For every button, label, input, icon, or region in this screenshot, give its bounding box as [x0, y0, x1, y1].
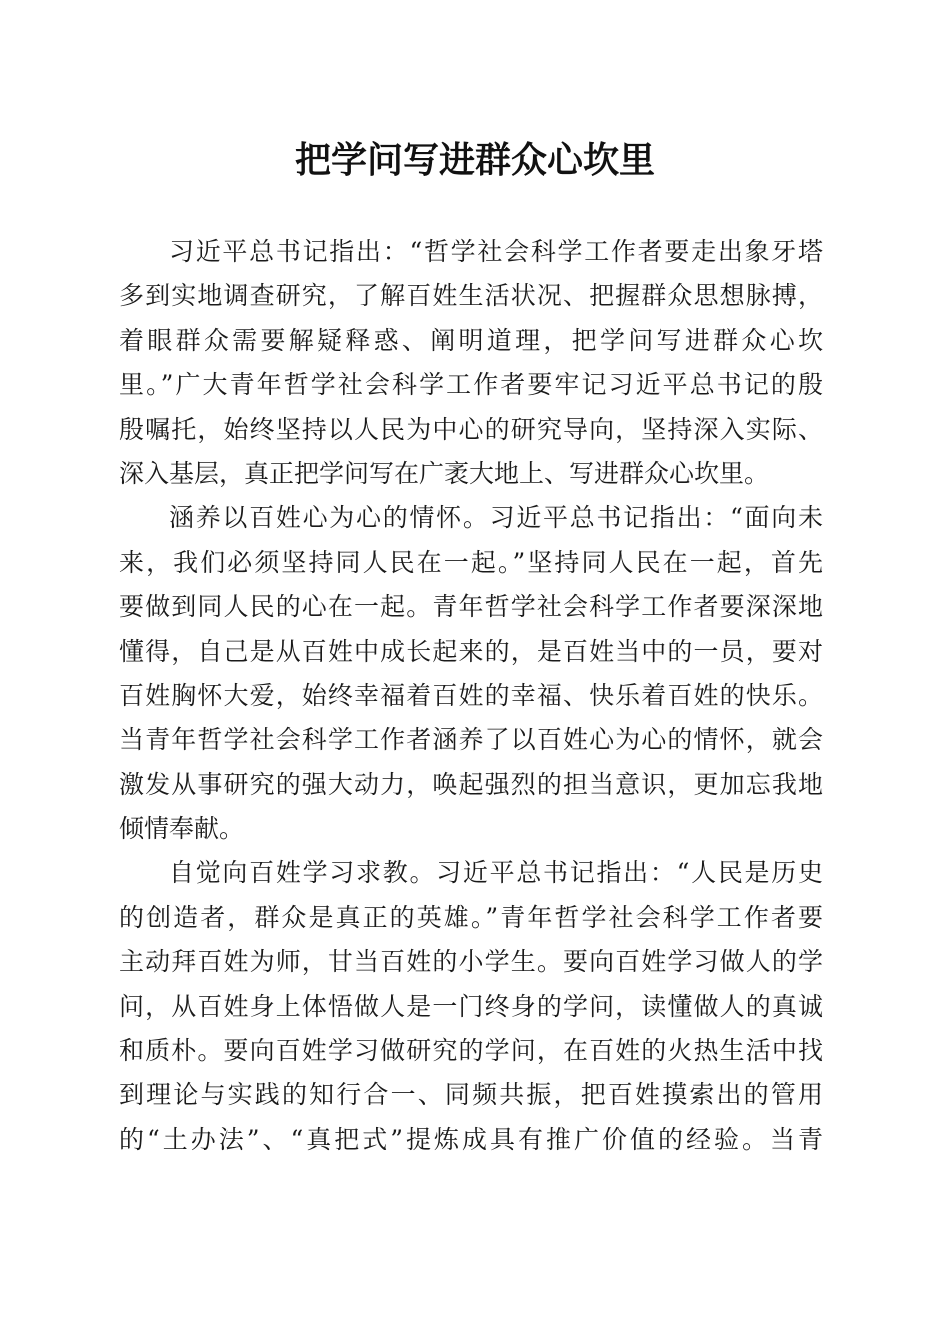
article-body [119, 230, 823, 1162]
text-line: 自觉向百姓学习求教。习近平总书记指出：“人民是历史 [169, 858, 823, 888]
text-line: 的创造者，群众是真正的英雄。”青年哲学社会科学工作者要 [119, 902, 823, 932]
page-title: 把学问写进群众心坎里 [294, 139, 655, 181]
text-line: 主动拜百姓为师，甘当百姓的小学生。要向百姓学习做人的学 [119, 947, 823, 977]
text-line: 深入基层，真正把学问写在广袤大地上、写进群众心坎里。 [119, 458, 770, 488]
text-line: 百姓胸怀大爱，始终幸福着百姓的幸福、快乐着百姓的快乐。 [119, 680, 823, 710]
paragraph-3 [119, 851, 823, 1162]
text-line: 涵养以百姓心为心的情怀。习近平总书记指出：“面向未 [169, 503, 823, 533]
text-line: 激发从事研究的强大动力，唤起强烈的担当意识，更加忘我地 [119, 769, 823, 799]
text-line: 里。”广大青年哲学社会科学工作者要牢记习近平总书记的殷 [119, 370, 823, 400]
text-line: 要做到同人民的心在一起。青年哲学社会科学工作者要深深地 [119, 592, 823, 622]
text-line: 的“土办法”、“真把式”提炼成具有推广价值的经验。当青 [119, 1124, 823, 1154]
text-line: 到理论与实践的知行合一、同频共振，把百姓摸索出的管用 [119, 1080, 823, 1110]
text-line: 倾情奉献。 [119, 814, 245, 844]
text-line: 懂得，自己是从百姓中成长起来的，是百姓当中的一员，要对 [119, 636, 823, 666]
text-line: 来，我们必须坚持同人民在一起。”坚持同人民在一起，首先 [119, 547, 823, 577]
text-line: 问，从百姓身上体悟做人是一门终身的学问，读懂做人的真诚 [119, 991, 823, 1021]
text-line: 当青年哲学社会科学工作者涵养了以百姓心为心的情怀，就会 [119, 725, 823, 755]
text-line: 着眼群众需要解疑释惑、阐明道理，把学问写进群众心坎 [119, 325, 823, 355]
text-line: 殷嘱托，始终坚持以人民为中心的研究导向，坚持深入实际、 [119, 414, 823, 444]
paragraph-2 [119, 496, 823, 851]
text-line: 习近平总书记指出：“哲学社会科学工作者要走出象牙塔 [169, 237, 823, 266]
text-line: 多到实地调查研究，了解百姓生活状况、把握群众思想脉搏， [119, 281, 823, 311]
paragraph-1 [119, 230, 823, 496]
text-line: 和质朴。要向百姓学习做研究的学问，在百姓的火热生活中找 [119, 1036, 823, 1066]
